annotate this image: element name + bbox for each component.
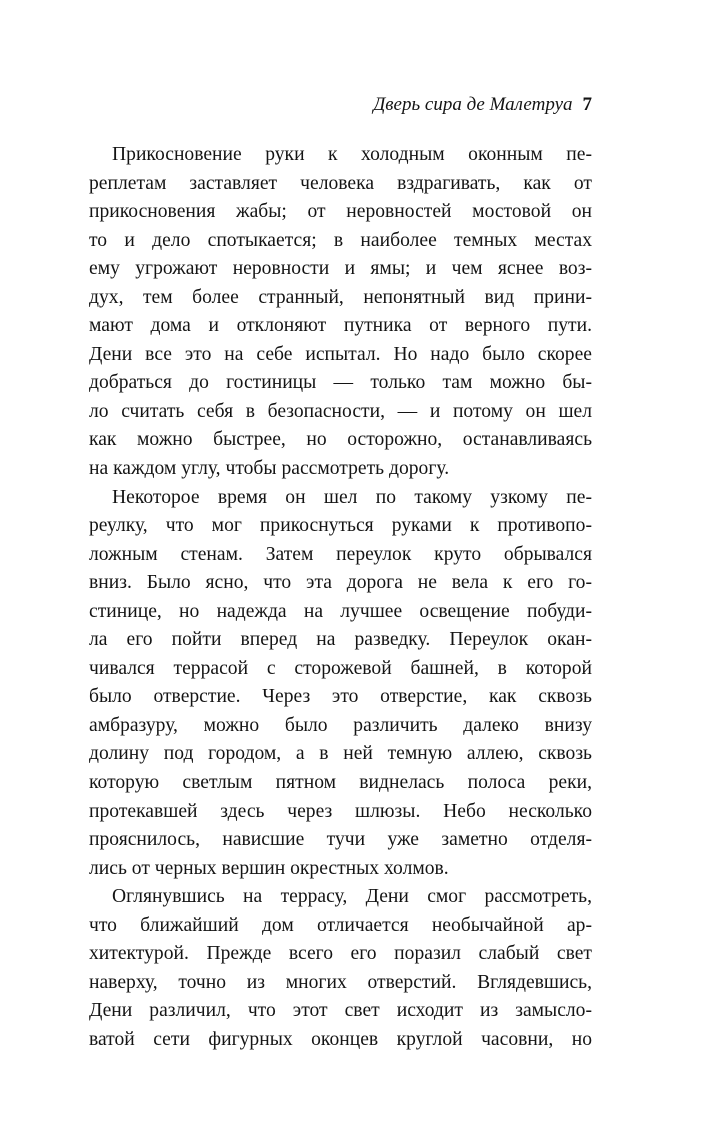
text-line: ла его пойти вперед на разведку. Переулок окан- [89, 629, 592, 651]
text-line: лись от черных вершин окрестных холмов. [89, 857, 449, 879]
text-line: амбразуру, можно было различить далеко внизу [89, 714, 592, 736]
text-line: мают дома и отклоняют путника от верного пути. [89, 315, 592, 337]
text-line: протекавшей здесь через шлюзы. Небо несколько [89, 800, 592, 822]
text-line: наверху, точно из многих отверстий. Вглядевшись, [89, 971, 592, 993]
text-line: на каждом углу, чтобы рассмотреть дорогу. [89, 458, 450, 480]
text-line: то и дело спотыкается; в наиболее темных местах [89, 229, 592, 251]
running-head [373, 93, 592, 117]
text-line: долину под городом, а в ней темную аллею, сквозь [89, 743, 592, 765]
text-line: реулку, что мог прикоснуться руками к противопо- [89, 515, 592, 537]
text-line: хитектурой. Прежде всего его поразил слабый свет [89, 943, 592, 965]
text-line: Оглянувшись на террасу, Дени смог рассмотреть, [112, 886, 592, 908]
text-line: добраться до гостиницы — только там можно бы- [89, 372, 592, 394]
text-line: как можно быстрее, но осторожно, останавливаясь [89, 429, 592, 451]
text-line: прояснилось, нависшие тучи уже заметно отделя- [89, 829, 592, 851]
body-text [89, 141, 592, 1055]
text-line: реплетам заставляет человека вздрагивать, как от [89, 172, 592, 194]
page-number: 7 [582, 94, 592, 115]
text-line: ло считать себя в безопасности, — и потому он шел [89, 400, 592, 422]
text-line: прикосновения жабы; от неровностей мостовой он [89, 201, 592, 223]
text-line: Прикосновение руки к холодным оконным пе- [112, 144, 592, 165]
text-line: ему угрожают неровности и ямы; и чем яснее воз- [89, 258, 592, 280]
text-line: что ближайший дом отличается необычайной ар- [89, 914, 592, 936]
text-line: было отверстие. Через это отверстие, как сквозь [89, 686, 592, 708]
text-line: вниз. Было ясно, что эта дорога не вела к его го- [89, 572, 592, 594]
text-line: Дени все это на себе испытал. Но надо было скорее [89, 343, 592, 365]
running-head-title: Дверь сира де Малетруа [373, 94, 573, 115]
text-line: ложным стенам. Затем переулок круто обрывался [89, 543, 592, 565]
text-line: ватой сети фигурных оконцев круглой часовни, но [89, 1028, 592, 1050]
text-line: чивался террасой с сторожевой башней, в которой [89, 657, 592, 679]
text-line: дух, тем более странный, непонятный вид прини- [89, 286, 592, 308]
text-line: стинице, но надежда на лучшее освещение побуди- [89, 600, 592, 622]
text-line: Некоторое время он шел по такому узкому пе- [112, 486, 592, 508]
text-line: которую светлым пятном виднелась полоса реки, [89, 772, 592, 794]
text-line: Дени различил, что этот свет исходит из замысло- [89, 1000, 592, 1022]
